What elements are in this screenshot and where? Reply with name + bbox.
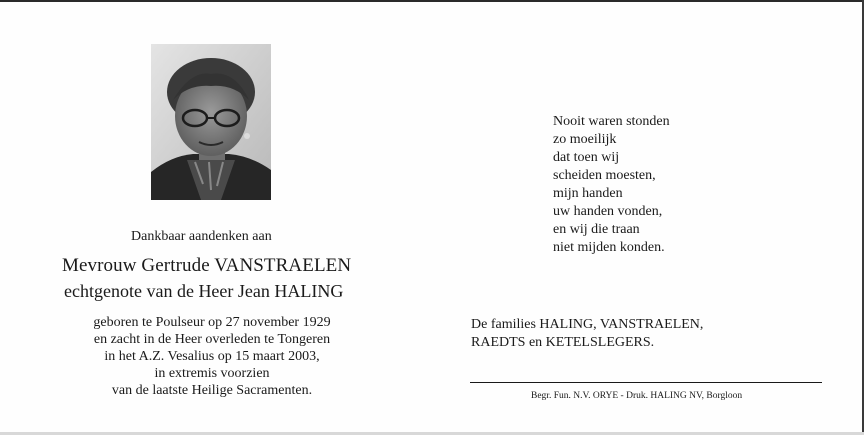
bio-line: in het A.Z. Vesalius op 15 maart 2003, [104, 349, 320, 364]
top-edge [0, 0, 864, 2]
poem-line: Nooit waren stonden [553, 114, 670, 129]
poem-line: niet mijden konden. [553, 240, 665, 255]
poem-line: uw handen vonden, [553, 204, 663, 219]
deceased-name: Mevrouw Gertrude VANSTRAELEN [62, 255, 352, 276]
poem [553, 113, 670, 257]
bio-line: en zacht in de Heer overleden te Tongeren [93, 332, 331, 347]
poem-line: en wij die traan [553, 222, 640, 237]
families-thanks [471, 316, 703, 352]
dedication-text: Dankbaar aandenken aan [131, 229, 272, 244]
families-line: RAEDTS en KETELSLEGERS. [471, 335, 655, 350]
biography [62, 314, 362, 399]
divider-rule [470, 382, 822, 383]
poem-line: mijn handen [553, 186, 623, 201]
bio-line: geboren te Poulseur op 27 november 1929 [93, 315, 331, 330]
poem-line: dat toen wij [553, 150, 620, 165]
printer-credit: Begr. Fun. N.V. ORYE - Druk. HALING NV, Borgloon [531, 391, 743, 401]
bio-line: in extremis voorzien [154, 366, 270, 381]
families-line: De families HALING, VANSTRAELEN, [471, 317, 704, 332]
bio-line: van de laatste Heilige Sacramenten. [111, 383, 313, 398]
spouse-line: echtgenote van de Heer Jean HALING [64, 281, 344, 301]
poem-line: zo moeilijk [553, 132, 617, 147]
portrait-image [151, 44, 271, 200]
poem-line: scheiden moesten, [553, 168, 656, 183]
portrait-photo [151, 44, 271, 200]
